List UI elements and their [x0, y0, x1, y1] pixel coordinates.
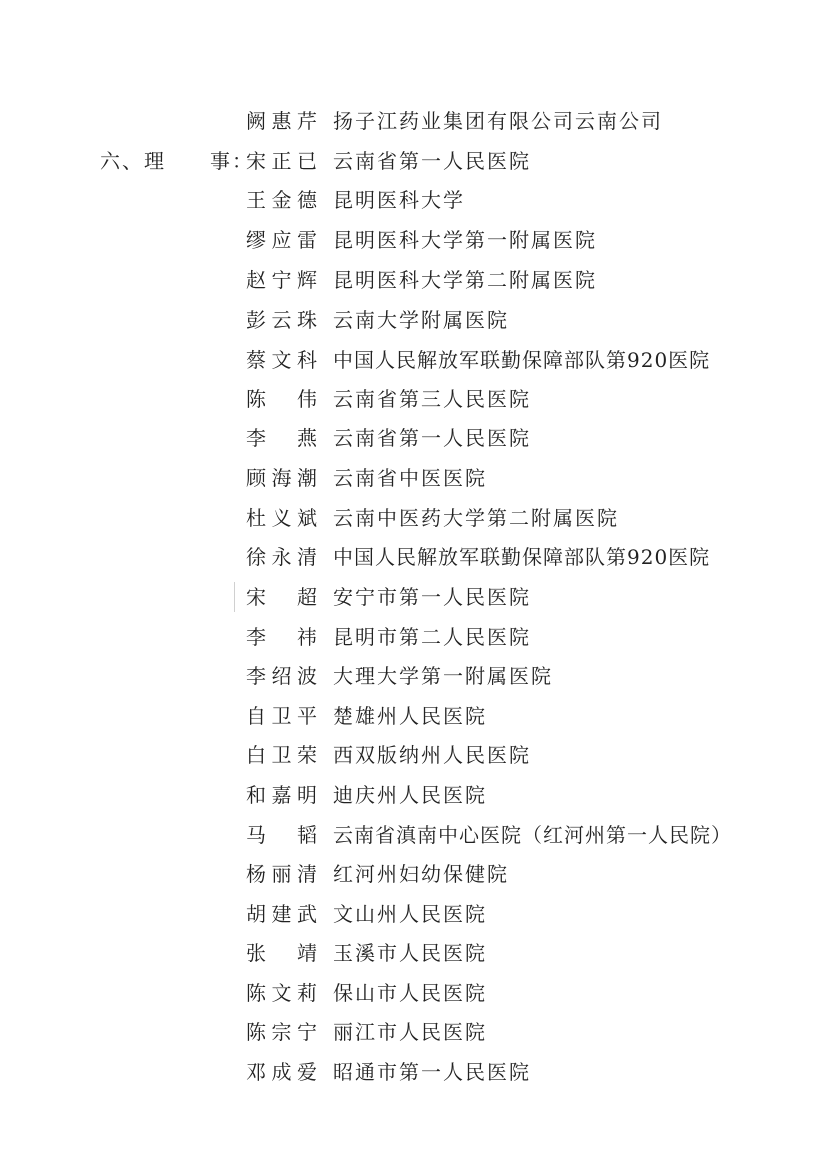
member-name: 和嘉明: [246, 783, 318, 807]
member-organization: 昆明医科大学第二附属医院: [333, 268, 597, 292]
member-name: 胡建武: [246, 902, 318, 926]
member-organization: 云南中医药大学第二附属医院: [333, 506, 619, 530]
member-organization: 云南省第一人民医院: [333, 149, 531, 173]
member-organization: 迪庆州人民医院: [333, 783, 487, 807]
section-heading: 六、理 事：: [100, 149, 254, 173]
member-organization: 丽江市人民医院: [333, 1020, 487, 1044]
member-name: 宋超: [246, 585, 318, 609]
scan-mark: [234, 582, 235, 612]
member-organization: 西双版纳州人民医院: [333, 743, 531, 767]
member-name: 徐永清: [246, 545, 318, 569]
member-organization: 昆明医科大学: [333, 188, 465, 212]
member-name: 张靖: [246, 941, 318, 965]
member-name: 陈宗宁: [246, 1020, 318, 1044]
member-organization: 保山市人民医院: [333, 981, 487, 1005]
member-organization: 楚雄州人民医院: [333, 704, 487, 728]
member-name: 自卫平: [246, 704, 318, 728]
member-name: 杨丽清: [246, 862, 318, 886]
member-name: 陈伟: [246, 387, 318, 411]
member-organization: 大理大学第一附属医院: [333, 664, 553, 688]
member-name: 王金德: [246, 188, 318, 212]
member-organization: 云南省第一人民医院: [333, 426, 531, 450]
member-name: 李绍波: [246, 664, 318, 688]
member-organization: 中国人民解放军联勤保障部队第920医院: [333, 348, 711, 372]
member-name: 缪应雷: [246, 228, 318, 252]
member-organization: 昆明医科大学第一附属医院: [333, 228, 597, 252]
member-organization: 红河州妇幼保健院: [333, 862, 509, 886]
member-name: 陈文莉: [246, 981, 318, 1005]
member-organization: 云南省滇南中心医院（红河州第一人民院）: [333, 823, 732, 847]
member-organization: 中国人民解放军联勤保障部队第920医院: [333, 545, 711, 569]
member-name: 邓成爱: [246, 1060, 318, 1084]
member-organization: 昭通市第一人民医院: [333, 1060, 531, 1084]
member-organization: 云南省第三人民医院: [333, 387, 531, 411]
member-name: 杜义斌: [246, 506, 318, 530]
member-name: 蔡文科: [246, 348, 318, 372]
member-organization: 安宁市第一人民医院: [333, 585, 531, 609]
member-organization: 扬子江药业集团有限公司云南公司: [333, 109, 663, 133]
member-name: 宋正已: [246, 149, 318, 173]
member-name: 彭云珠: [246, 308, 318, 332]
member-organization: 玉溪市人民医院: [333, 941, 487, 965]
member-name: 李燕: [246, 426, 318, 450]
member-organization: 云南大学附属医院: [333, 308, 509, 332]
member-name: 顾海潮: [246, 466, 318, 490]
member-organization: 云南省中医医院: [333, 466, 487, 490]
member-name: 马韬: [246, 823, 318, 847]
member-name: 赵宁辉: [246, 268, 318, 292]
member-name: 白卫荣: [246, 743, 318, 767]
member-name: 李祎: [246, 625, 318, 649]
member-organization: 昆明市第二人民医院: [333, 625, 531, 649]
member-organization: 文山州人民医院: [333, 902, 487, 926]
member-name: 阙惠芹: [246, 109, 318, 133]
